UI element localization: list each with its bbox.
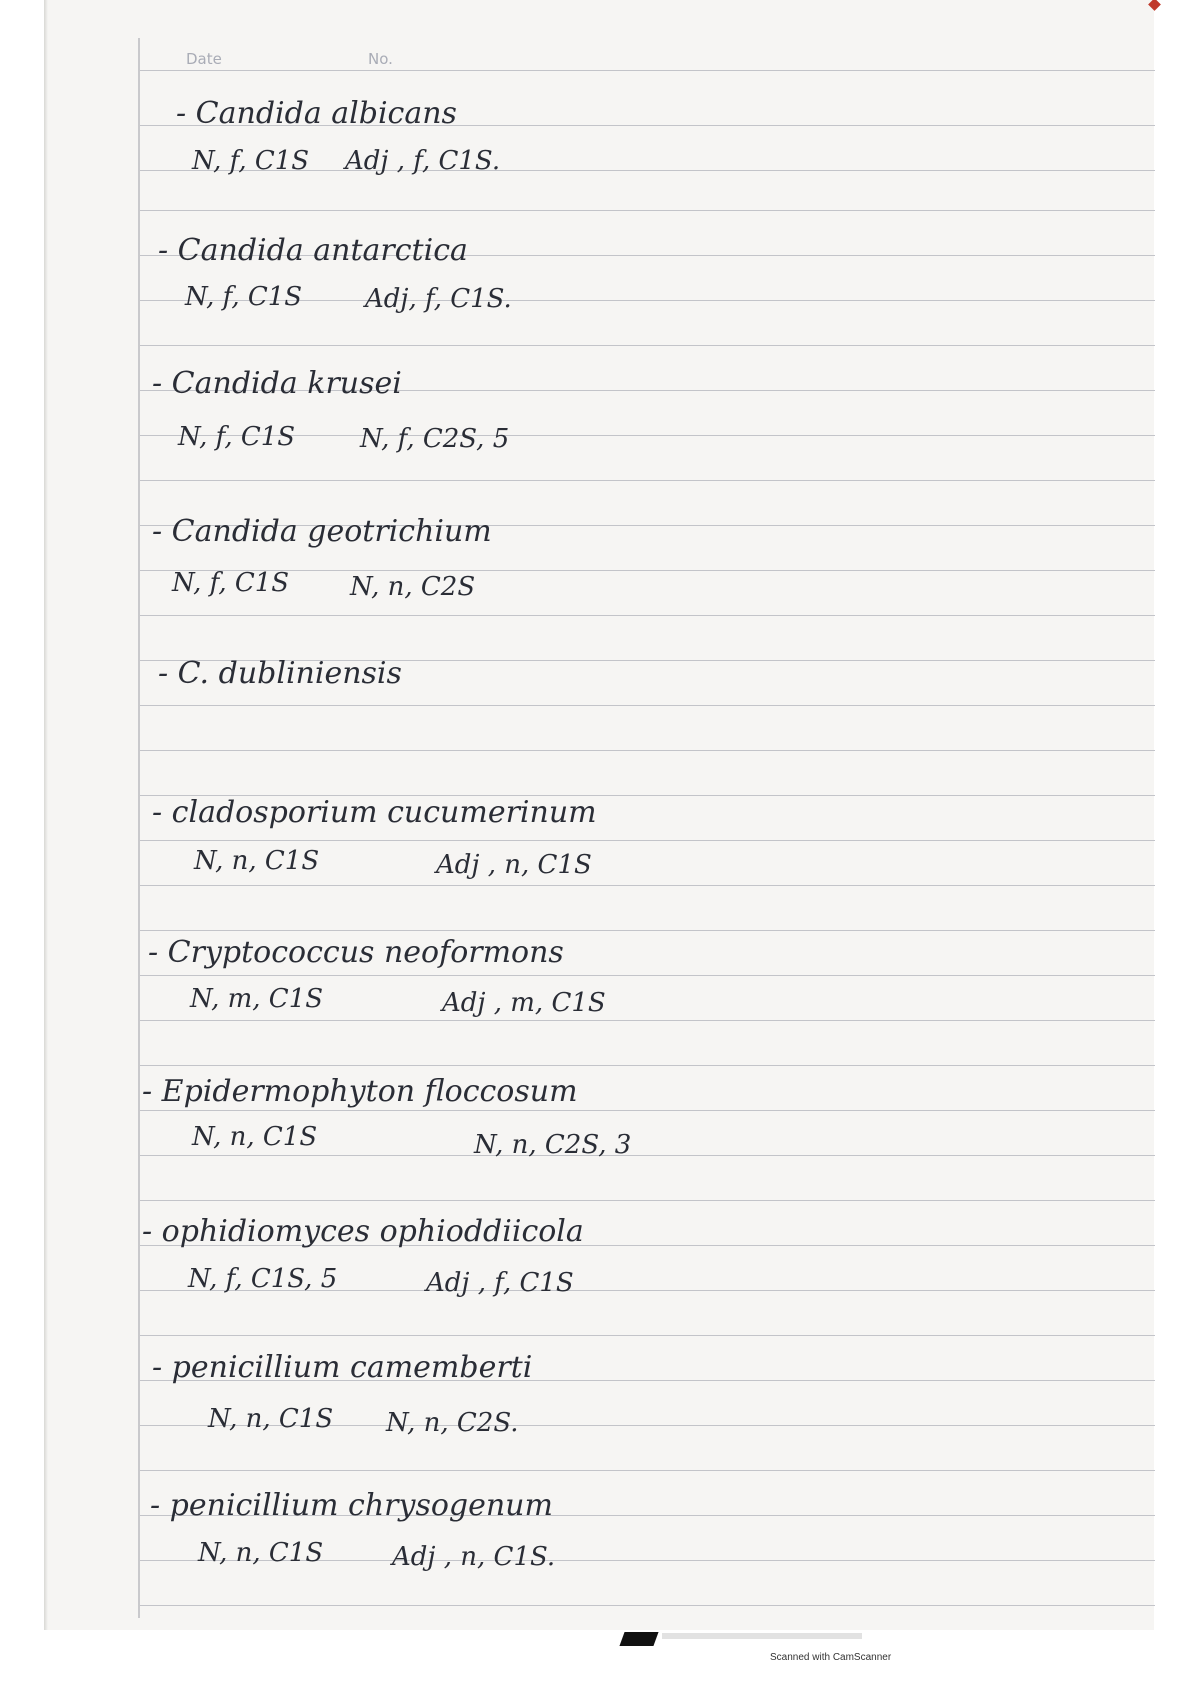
ruled-line xyxy=(140,1470,1155,1471)
species-grammar: N, n, C2S, 3 xyxy=(474,1130,632,1160)
ruled-line xyxy=(140,570,1155,571)
species-name: - ophidiomyces ophioddiicola xyxy=(142,1214,584,1249)
date-label: Date xyxy=(186,50,222,68)
genus-grammar: N, f, C1S xyxy=(185,282,303,312)
species-name: - Candida geotrichium xyxy=(152,514,492,549)
genus-grammar: N, n, C1S xyxy=(198,1538,324,1568)
species-grammar: Adj , n, C1S xyxy=(436,850,592,880)
genus-grammar: N, f, C1S xyxy=(172,568,290,598)
ruled-line xyxy=(140,1335,1155,1336)
ruled-line xyxy=(140,1200,1155,1201)
genus-grammar: N, f, C1S, 5 xyxy=(188,1264,338,1294)
species-grammar: Adj , f, C1S. xyxy=(345,146,501,176)
species-name: - Candida albicans xyxy=(176,96,457,131)
genus-grammar: N, f, C1S xyxy=(178,422,296,452)
number-label: No. xyxy=(368,50,393,68)
ruled-line xyxy=(140,615,1155,616)
species-name: - Candida antarctica xyxy=(158,233,468,268)
species-grammar: Adj , n, C1S. xyxy=(392,1542,556,1572)
genus-grammar: N, n, C1S xyxy=(208,1404,334,1434)
species-name: - C. dubliniensis xyxy=(158,656,402,691)
species-name: - Cryptococcus neoformons xyxy=(148,935,564,970)
species-name: - Epidermophyton floccosum xyxy=(142,1074,578,1109)
ruled-line xyxy=(140,750,1155,751)
ruled-line xyxy=(140,1020,1155,1021)
ruled-line xyxy=(140,1155,1155,1156)
page-edge xyxy=(44,0,48,1630)
species-name: - penicillium camemberti xyxy=(152,1350,533,1385)
page-bottom-bar xyxy=(662,1633,862,1639)
ruled-line xyxy=(140,840,1155,841)
genus-grammar: N, n, C1S xyxy=(194,846,320,876)
ruled-line xyxy=(140,930,1155,931)
species-name: - Candida krusei xyxy=(152,366,402,401)
species-name: - penicillium chrysogenum xyxy=(150,1488,553,1523)
genus-grammar: N, n, C1S xyxy=(192,1122,318,1152)
ruled-line xyxy=(140,1110,1155,1111)
genus-grammar: N, f, C1S xyxy=(192,146,310,176)
ruled-line xyxy=(140,1065,1155,1066)
ruled-line xyxy=(140,975,1155,976)
ruled-line xyxy=(140,1605,1155,1606)
species-grammar: Adj , f, C1S xyxy=(426,1268,574,1298)
ruled-line xyxy=(140,345,1155,346)
ruled-line xyxy=(140,210,1155,211)
species-grammar: N, f, C2S, 5 xyxy=(360,424,510,454)
margin-line xyxy=(138,38,140,1618)
scanned-watermark: Scanned with CamScanner xyxy=(770,1652,892,1663)
ruled-line xyxy=(140,885,1155,886)
ruled-line xyxy=(140,705,1155,706)
species-name: - cladosporium cucumerinum xyxy=(152,795,597,830)
species-grammar: N, n, C2S xyxy=(350,572,476,602)
species-grammar: Adj, f, C1S. xyxy=(365,284,512,314)
genus-grammar: N, m, C1S xyxy=(190,984,324,1014)
species-grammar: Adj , m, C1S xyxy=(442,988,606,1018)
scanner-logo-icon xyxy=(619,1632,658,1646)
ruled-line xyxy=(140,70,1155,71)
ruled-line xyxy=(140,480,1155,481)
species-grammar: N, n, C2S. xyxy=(386,1408,519,1438)
